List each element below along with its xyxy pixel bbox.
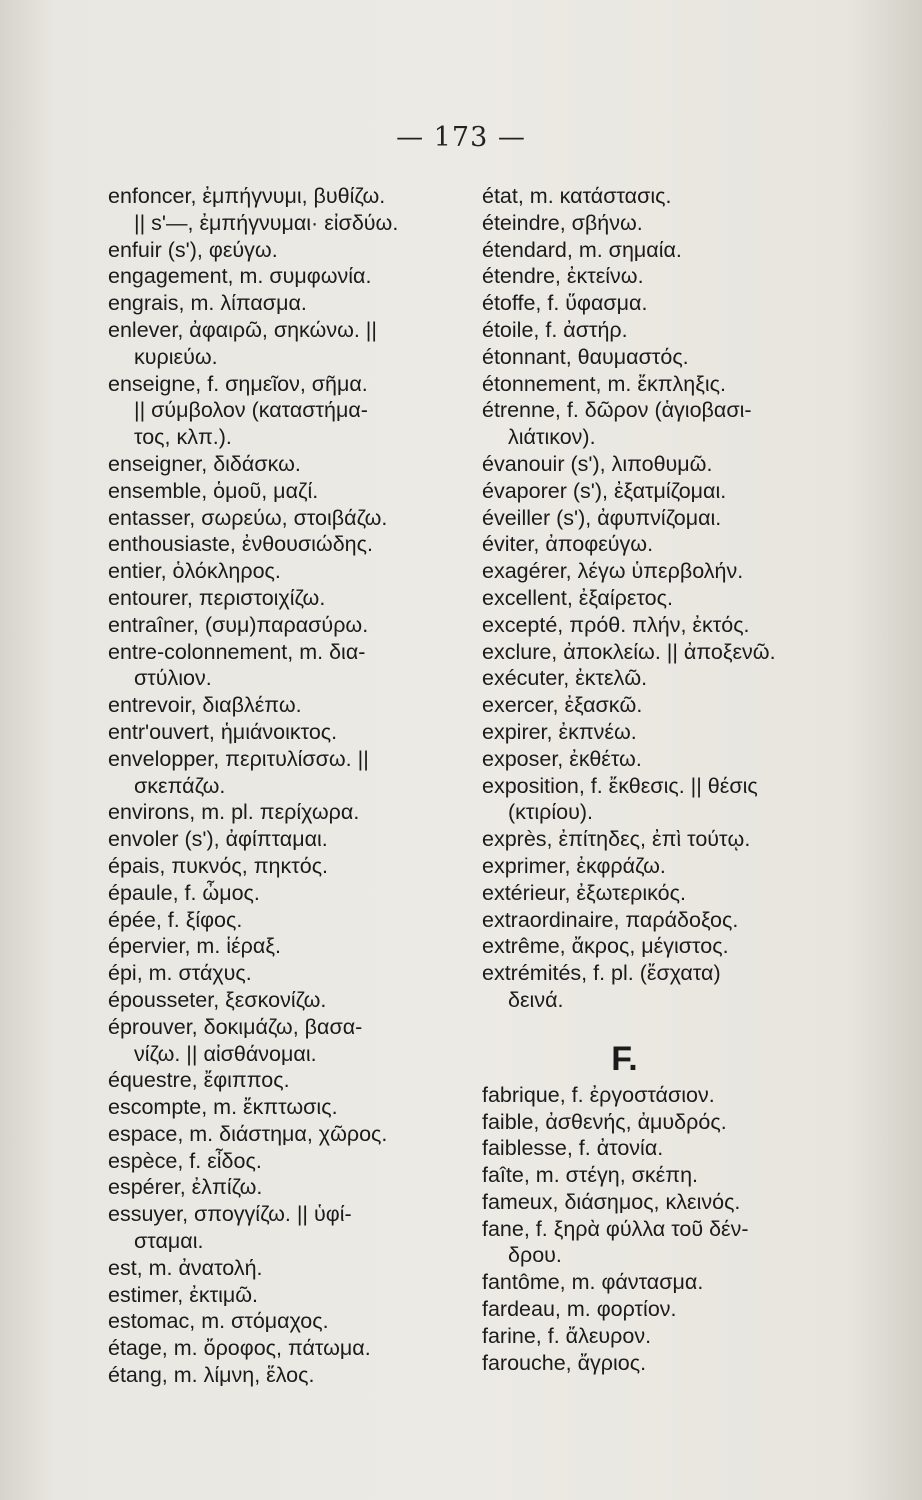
dictionary-entry-line: épi, m. στάχυς.	[108, 961, 252, 986]
entries-f	[482, 1082, 822, 1377]
section-heading-f: F.	[611, 1039, 638, 1078]
dictionary-entry-line: envelopper, περιτυλίσσω. ||	[108, 746, 369, 771]
dictionary-entry-line: excellent, ἐξαίρετος.	[482, 585, 673, 610]
dictionary-entry-line: fabrique, f. ἐργοστάσιον.	[482, 1082, 715, 1107]
dictionary-entry-line: exécuter, ἐκτελῶ.	[482, 666, 648, 691]
dictionary-entry-line: νίζω. || αἰσθάνομαι.	[134, 1041, 317, 1066]
dictionary-entry-line: λιάτικον).	[508, 425, 596, 450]
dictionary-entry-line: étoffe, f. ὕφασμα.	[482, 291, 648, 316]
dictionary-entry-line: expirer, ἐκπνέω.	[482, 719, 637, 744]
dictionary-entry-line: état, m. κατάστασις.	[482, 184, 672, 208]
dictionary-entry-line: enfoncer, ἐμπήγνυμι, βυθίζω.	[108, 184, 386, 208]
dictionary-entry-line: δρου.	[508, 1243, 562, 1268]
dictionary-entry-line: envoler (s'), ἀφίπταμαι.	[108, 827, 328, 852]
dictionary-entry-line: extraordinaire, παράδοξος.	[482, 907, 739, 932]
dictionary-entry-line: engrais, m. λίπασμα.	[108, 291, 307, 316]
dictionary-entry-line: est, m. ἀνατολή.	[108, 1255, 263, 1280]
dictionary-entry-line: épais, πυκνός, πηκτός.	[108, 853, 329, 878]
dictionary-entry-line: excepté, πρόθ. πλήν, ἐκτός.	[482, 612, 750, 637]
dictionary-entry-line: entier, ὁλόκληρος.	[108, 559, 281, 584]
dictionary-entry-line: essuyer, σπογγίζω. || ὑφί-	[108, 1202, 352, 1227]
dictionary-entry-line: extérieur, ἐξωτερικός.	[482, 880, 686, 905]
dictionary-entry-line: || s'—, ἐμπήγνυμαι· εἰσδύω.	[134, 210, 399, 235]
dictionary-entry-line: extrême, ἄκρος, μέγιστος.	[482, 934, 729, 959]
dictionary-entry-line: étonnement, m. ἔκπληξις.	[482, 371, 726, 396]
right-column	[482, 183, 822, 1376]
dictionary-entry-line: exagérer, λέγω ὑπερβολήν.	[482, 559, 744, 584]
dictionary-entry-line: exercer, ἐξασκῶ.	[482, 693, 643, 718]
dictionary-entry-line: exposer, ἐκθέτω.	[482, 746, 642, 771]
page-number: — 173 —	[396, 122, 526, 153]
dictionary-entry-line: fantôme, m. φάντασμα.	[482, 1270, 704, 1295]
dictionary-entry-line: étage, m. ὄροφος, πάτωμα.	[108, 1336, 371, 1361]
dictionary-entry-line: faible, ἀσθενής, ἀμυδρός.	[482, 1109, 727, 1134]
entries-e	[482, 183, 822, 1014]
dictionary-entry-line: épaule, f. ὦμος.	[108, 880, 260, 905]
dictionary-entry-line: entourer, περιστοιχίζω.	[108, 585, 326, 610]
dictionary-entry-line: fane, f. ξηρὰ φύλλα τοῦ δέν-	[482, 1216, 749, 1241]
dictionary-entry-line: entrevoir, διαβλέπω.	[108, 693, 302, 718]
dictionary-entry-line: fameux, διάσημος, κλεινός.	[482, 1189, 741, 1214]
dictionary-entry-line: étang, m. λίμνη, ἕλος.	[108, 1363, 315, 1388]
dictionary-entry-line: étonnant, θαυμαστός.	[482, 344, 689, 369]
left-column	[108, 183, 438, 1389]
dictionary-entry-line: évaporer (s'), ἐξατμίζομαι.	[482, 478, 727, 503]
dictionary-entry-line: étendard, m. σημαία.	[482, 237, 682, 262]
dictionary-entry-line: fardeau, m. φορτίον.	[482, 1297, 677, 1322]
dictionary-entry-line: entr'ouvert, ἡμιάνοικτος.	[108, 719, 338, 744]
dictionary-entry-line: étrenne, f. δῶρον (ἁγιοβασι-	[482, 398, 752, 423]
dictionary-entry-line: équestre, ἔφιππος.	[108, 1068, 290, 1093]
dictionary-entry-line: || σύμβολον (καταστήμα-	[134, 398, 368, 423]
dictionary-entry-line: entraîner, (συμ)παρασύρω.	[108, 612, 369, 637]
dictionary-entry-line: extrémités, f. pl. (ἔσχατα)	[482, 961, 721, 986]
dictionary-entry-line: engagement, m. συμφωνία.	[108, 264, 372, 289]
dictionary-entry-line: exprès, ἐπίτηδες, ἐπὶ τούτῳ.	[482, 827, 751, 852]
dictionary-entry-line: éteindre, σβήνω.	[482, 210, 643, 235]
dictionary-entry-line: espace, m. διάστημα, χῶρος.	[108, 1121, 388, 1146]
dictionary-entry-line: éveiller (s'), ἀφυπνίζομαι.	[482, 505, 722, 530]
dictionary-entry-line: enfuir (s'), φεύγω.	[108, 237, 278, 262]
dictionary-entry-line: étoile, f. ἀστήρ.	[482, 317, 628, 342]
dictionary-entry-line: δεινά.	[508, 987, 564, 1012]
dictionary-entry-line: exprimer, ἐκφράζω.	[482, 853, 666, 878]
dictionary-entry-line: τος, κλπ.).	[134, 425, 232, 450]
dictionary-entry-line: farine, f. ἄλευρον.	[482, 1323, 652, 1348]
dictionary-entry-line: escompte, m. ἔκπτωσις.	[108, 1095, 338, 1120]
dictionary-entry-line: éviter, ἀποφεύγω.	[482, 532, 654, 557]
dictionary-entry-line: espèce, f. εἶδος.	[108, 1148, 262, 1173]
dictionary-entry-line: σκεπάζω.	[134, 773, 226, 798]
dictionary-entry-line: éprouver, δοκιμάζω, βασα-	[108, 1014, 363, 1039]
dictionary-entry-line: exclure, ἀποκλείω. || ἀποξενῶ.	[482, 639, 776, 664]
dictionary-entry-line: faîte, m. στέγη, σκέπη.	[482, 1163, 699, 1188]
dictionary-entry-line: estomac, m. στόμαχος.	[108, 1309, 329, 1334]
dictionary-entry-line: enthousiaste, ἐνθουσιώδης.	[108, 532, 373, 557]
dictionary-entry-line: évanouir (s'), λιποθυμῶ.	[482, 451, 713, 476]
dictionary-entry-line: (κτιρίου).	[508, 800, 594, 825]
dictionary-entry-line: environs, m. pl. περίχωρα.	[108, 800, 360, 825]
dictionary-entry-line: exposition, f. ἔκθεσις. || θέσις	[482, 773, 758, 798]
dictionary-entry-line: estimer, ἐκτιμῶ.	[108, 1282, 258, 1307]
dictionary-entry-line: enlever, ἀφαιρῶ, σηκώνω. ||	[108, 317, 377, 342]
dictionary-entry-line: espérer, ἐλπίζω.	[108, 1175, 263, 1200]
dictionary-entry-line: entre-colonnement, m. δια-	[108, 639, 366, 664]
dictionary-entry-line: ensemble, ὁμοῦ, μαζί.	[108, 478, 319, 503]
dictionary-entry-line: épée, f. ξίφος.	[108, 907, 243, 932]
dictionary-entry-line: στύλιον.	[134, 666, 212, 691]
dictionary-entry-line: σταμαι.	[134, 1229, 204, 1254]
dictionary-entry-line: faiblesse, f. ἀτονία.	[482, 1136, 664, 1161]
dictionary-entry-line: épervier, m. ἱέραξ.	[108, 934, 281, 959]
dictionary-entry-line: enseigne, f. σημεῖον, σῆμα.	[108, 371, 368, 396]
dictionary-entry-line: étendre, ἐκτείνω.	[482, 264, 644, 289]
dictionary-entry-line: entasser, σωρεύω, στοιβάζω.	[108, 505, 388, 530]
dictionary-entry-line: κυριεύω.	[134, 344, 218, 369]
dictionary-entry-line: farouche, ἄγριος.	[482, 1350, 647, 1375]
dictionary-entry-line: enseigner, διδάσκω.	[108, 451, 301, 476]
dictionary-entry-line: épousseter, ξεσκονίζω.	[108, 987, 327, 1012]
